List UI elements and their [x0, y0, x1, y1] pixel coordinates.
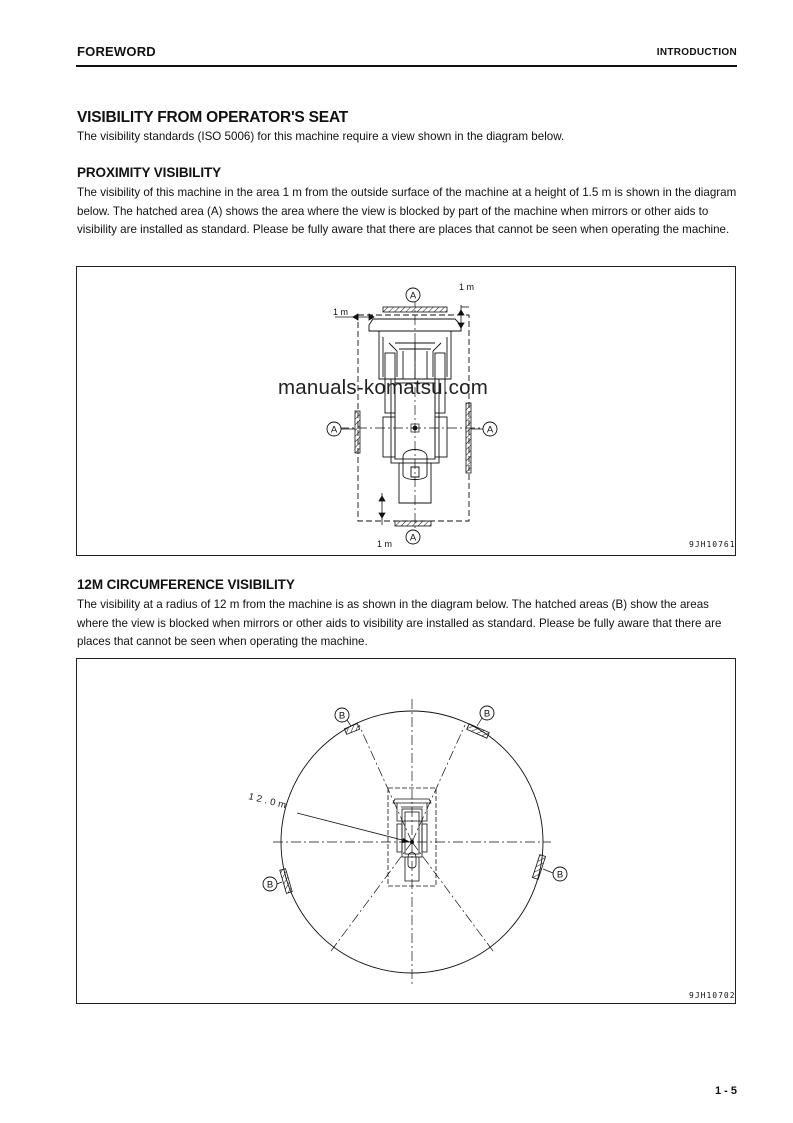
dim-label-rear: 1 m — [377, 539, 393, 549]
header-chapter-name: INTRODUCTION — [656, 47, 737, 58]
watermark: manuals-komatsu.com — [278, 376, 489, 399]
marker-b-upper-left-label: B — [338, 710, 346, 722]
one-meter-boundary — [358, 315, 469, 521]
proximity-diagram — [77, 267, 737, 557]
proximity-figure — [76, 266, 736, 556]
blind-spot-rear — [395, 521, 431, 526]
radius-label: 12.0m — [247, 791, 291, 812]
marker-b-upper-right-label: B — [483, 708, 491, 720]
circumference-title: 12M CIRCUMFERENCE VISIBILITY — [77, 577, 295, 592]
section-intro: The visibility standards (ISO 5006) for this machine require a view shown in the diagram below. — [77, 130, 565, 143]
dim-label-right: 1 m — [459, 282, 475, 292]
proximity-text: The visibility of this machine in the area 1 m from the outside surface of the machine at a height of 1.5 m is shown in the diagram below. The hatched area (A) shows the area where the view is blocked by part of the machine when mirrors or other aids to visibility are installed as standard. Please be fully aware that there are places that cannot be seen when operating the machine. — [77, 186, 737, 237]
proximity-figure-id: 9JH10761 — [689, 540, 736, 549]
blind-spot-b-left — [280, 869, 292, 894]
blind-spot-front — [383, 307, 447, 312]
blind-spot-b-upper-right — [467, 724, 490, 738]
blind-spot-b-right — [532, 855, 545, 880]
marker-a-rear-label: A — [409, 532, 417, 544]
section-title: VISIBILITY FROM OPERATOR'S SEAT — [77, 109, 349, 126]
circumference-text: The visibility at a radius of 12 m from the machine is as shown in the diagram below. The hatched areas (B) show the areas where the view is blocked when mirrors or other aids to visibility are installed as standard. Please be fully aware that there are places that cannot be seen when operating the machine. — [77, 598, 722, 649]
header-section-name: FOREWORD — [77, 44, 156, 59]
blind-spot-right — [466, 403, 471, 473]
blind-spot-left — [355, 411, 360, 453]
circumference-figure-id: 9JH10702 — [689, 991, 736, 1000]
proximity-title: PROXIMITY VISIBILITY — [77, 165, 222, 180]
page-number: 1 - 5 — [714, 1085, 737, 1097]
marker-a-front-label: A — [409, 290, 417, 302]
marker-b-left-label: B — [266, 879, 274, 891]
radius-line — [297, 813, 410, 842]
header-rule — [76, 65, 737, 67]
marker-a-left-label: A — [330, 424, 338, 436]
marker-b-right-label: B — [556, 869, 564, 881]
dim-label-left: 1 m — [333, 307, 349, 317]
marker-a-right-label: A — [486, 424, 494, 436]
circumference-diagram — [77, 659, 737, 1005]
circumference-figure — [76, 658, 736, 1004]
